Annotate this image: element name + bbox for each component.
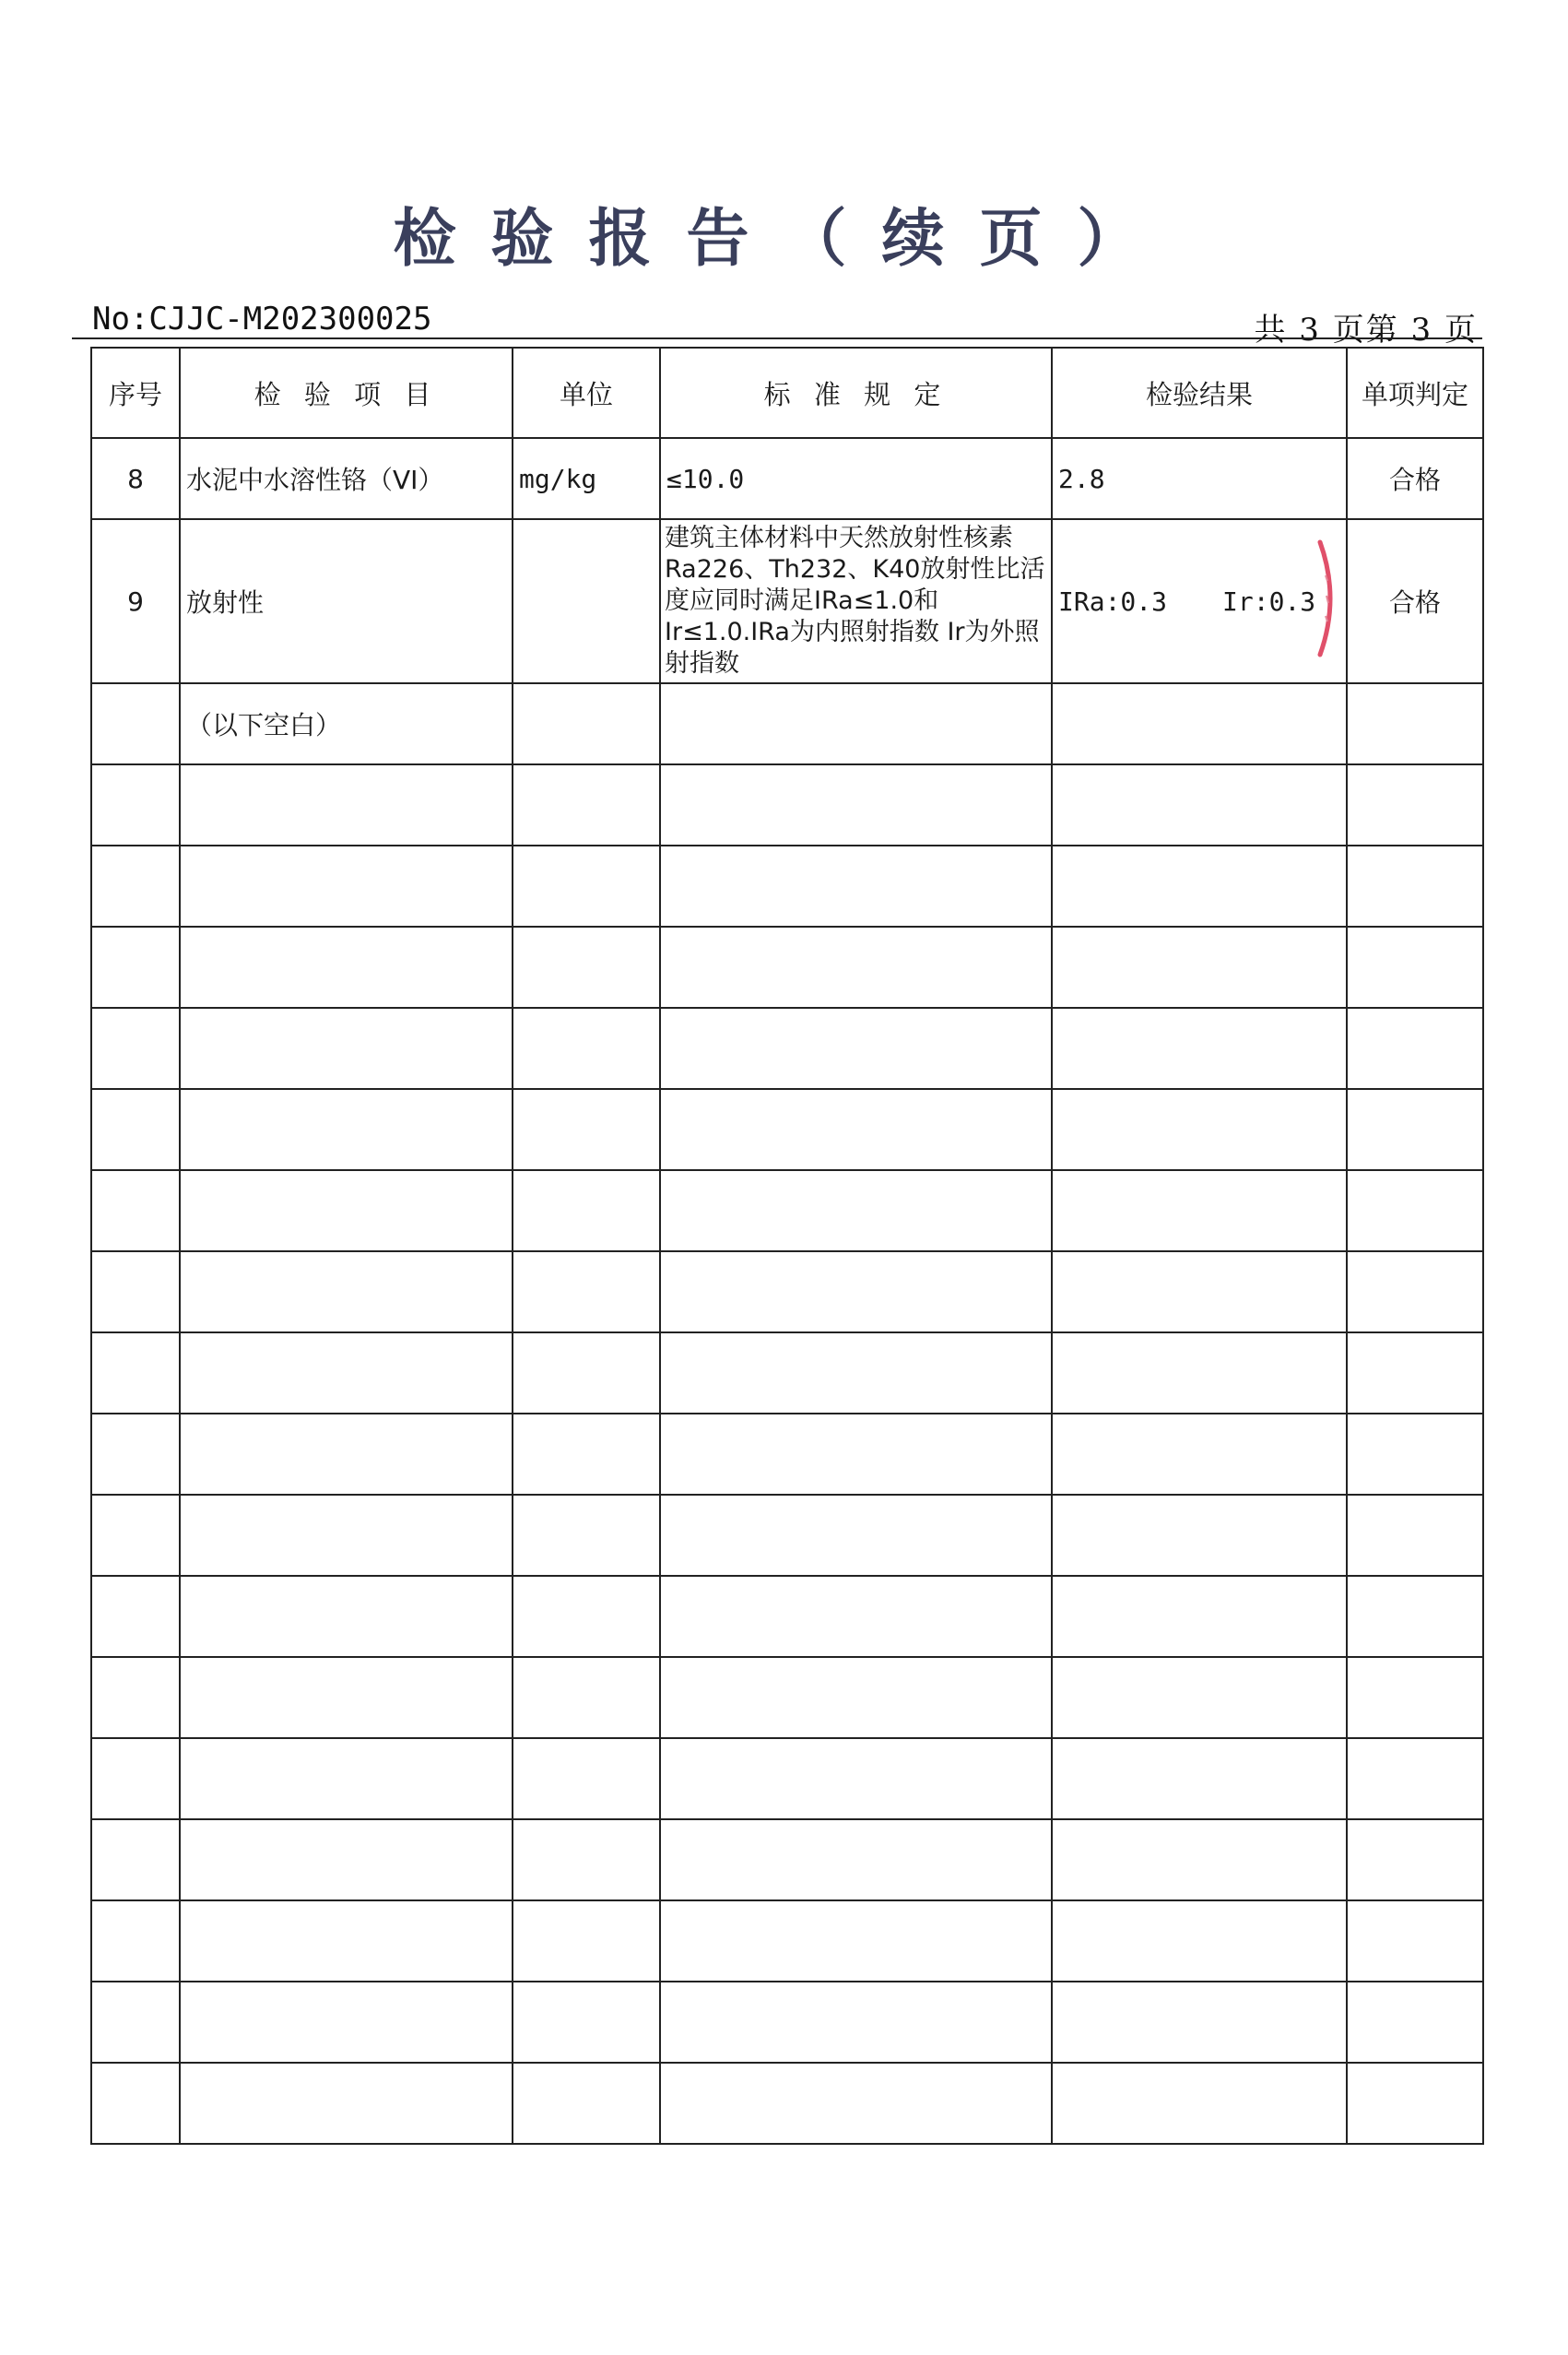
empty-row xyxy=(91,1251,1483,1332)
header-divider xyxy=(72,337,1482,339)
report-title: 检验报告（续页） xyxy=(393,202,1175,276)
empty-row xyxy=(91,1008,1483,1089)
empty-row xyxy=(91,1576,1483,1657)
empty-rows xyxy=(91,764,1483,2144)
table-row xyxy=(91,438,1483,519)
cell-standard: ≤10.0 xyxy=(660,438,1052,519)
header-standard: 标 准 规 定 xyxy=(660,348,1052,438)
empty-row xyxy=(91,1982,1483,2063)
empty-row xyxy=(91,927,1483,1008)
empty-row xyxy=(91,1495,1483,1576)
empty-row xyxy=(91,1170,1483,1251)
header-judgement: 单项判定 xyxy=(1347,348,1483,438)
empty-row xyxy=(91,1819,1483,1900)
table-header-row xyxy=(91,348,1483,438)
header-item: 检 验 项 目 xyxy=(180,348,513,438)
cell-item: 水泥中水溶性铬（VI） xyxy=(180,438,513,519)
header-result: 检验结果 xyxy=(1052,348,1347,438)
empty-row xyxy=(91,1089,1483,1170)
inspection-table xyxy=(90,347,1484,2145)
header-unit: 单位 xyxy=(513,348,660,438)
cell-item: 放射性 xyxy=(180,519,513,683)
empty-row xyxy=(91,2063,1483,2144)
header-seq: 序号 xyxy=(91,348,180,438)
table-row xyxy=(91,519,1483,683)
cell-standard: 建筑主体材料中天然放射性核素Ra226、Th232、K40放射性比活度应同时满足IRa≤1.0和Ir≤1.0.IRa为内照射指数 Ir为外照射指数 xyxy=(660,519,1052,683)
cell-judgement: 合格 xyxy=(1347,519,1483,683)
empty-row xyxy=(91,764,1483,846)
blank-note: （以下空白） xyxy=(180,683,513,764)
empty-row xyxy=(91,1738,1483,1819)
table-row xyxy=(91,683,1483,764)
seal-stamp-mark xyxy=(1316,538,1340,658)
empty-row xyxy=(91,1657,1483,1738)
cell-unit: mg/kg xyxy=(513,438,660,519)
empty-row xyxy=(91,1332,1483,1414)
page-indicator: 共 3 页第 3 页 xyxy=(1254,312,1478,349)
cell-judgement: 合格 xyxy=(1347,438,1483,519)
cell-result xyxy=(1052,519,1347,683)
empty-row xyxy=(91,1900,1483,1982)
report-number: No:CJJC-M202300025 xyxy=(92,301,432,337)
cell-seq: 8 xyxy=(91,438,180,519)
cell-seq: 9 xyxy=(91,519,180,683)
empty-row xyxy=(91,1414,1483,1495)
result-ir: Ir:0.3 xyxy=(1222,586,1316,617)
result-ira: IRa:0.3 xyxy=(1058,586,1168,617)
cell-result: 2.8 xyxy=(1052,438,1347,519)
empty-row xyxy=(91,846,1483,927)
cell-unit xyxy=(513,519,660,683)
